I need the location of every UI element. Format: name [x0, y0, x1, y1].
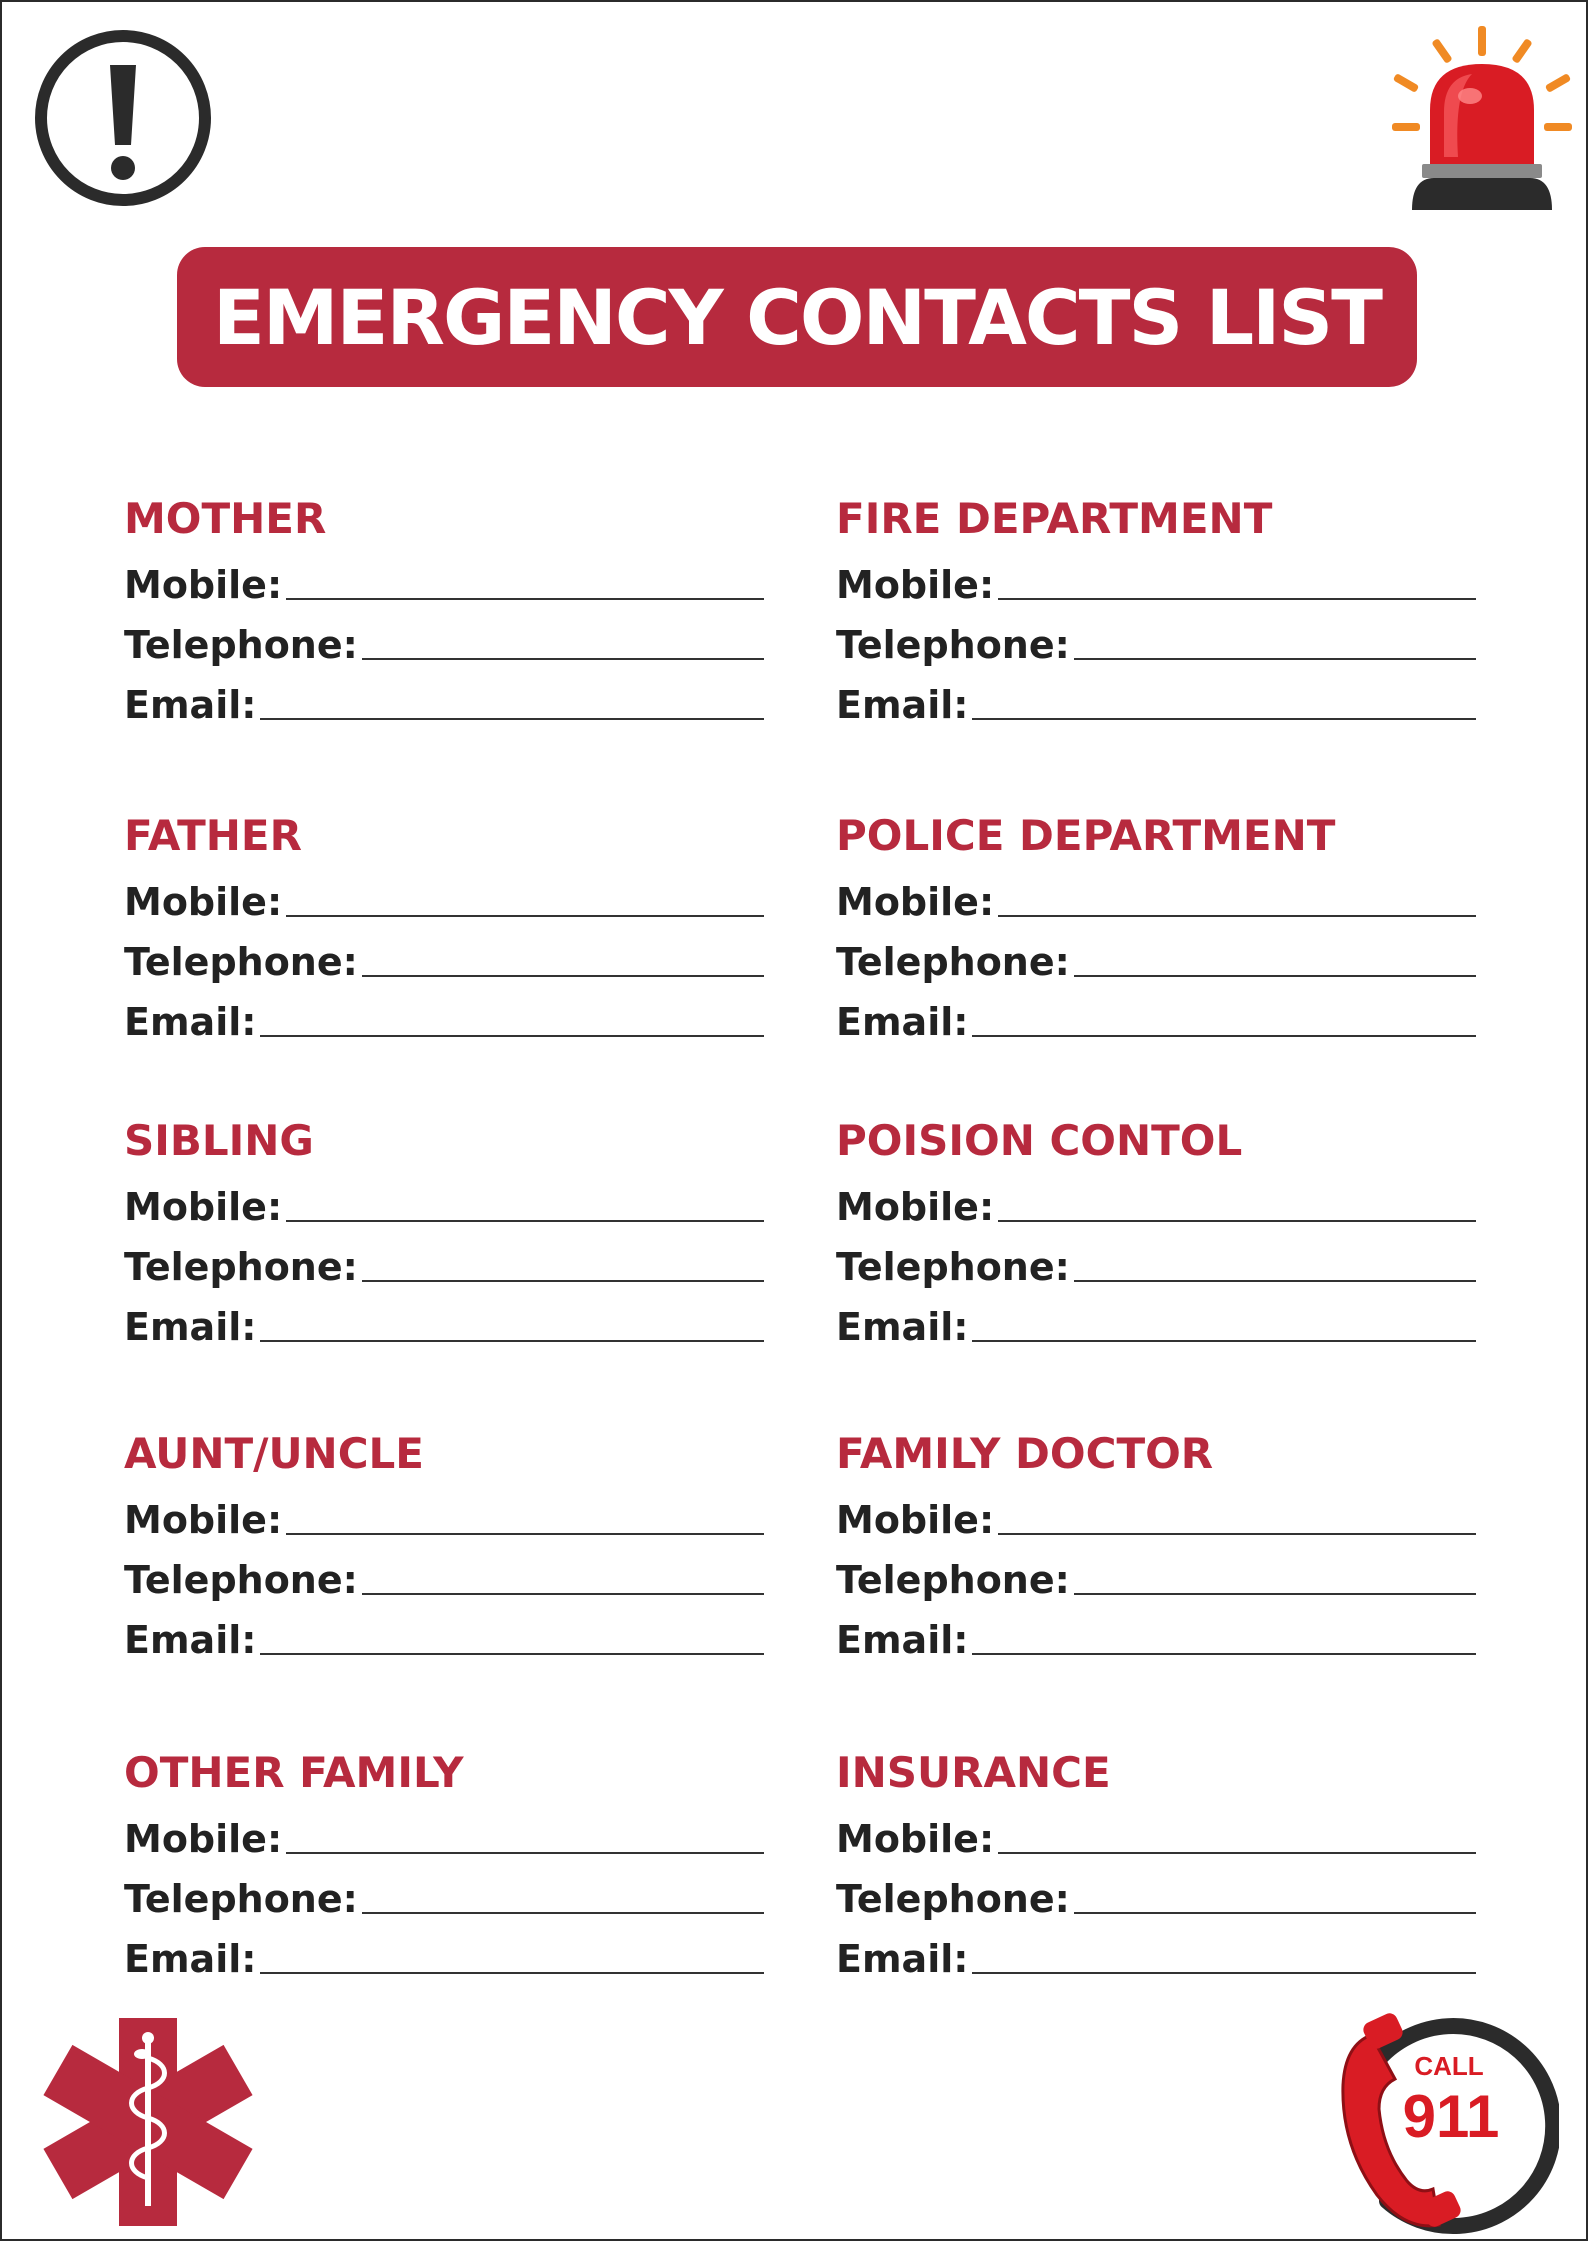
- mobile-field[interactable]: [124, 548, 764, 608]
- mobile-blank-line[interactable]: [286, 1533, 764, 1535]
- telephone-blank-line[interactable]: [1074, 1280, 1476, 1282]
- email-field[interactable]: [124, 985, 764, 1045]
- telephone-label: Telephone:: [836, 1245, 1070, 1289]
- email-label: Email:: [836, 1305, 969, 1349]
- telephone-label: Telephone:: [836, 623, 1070, 667]
- contact-section-insurance: [836, 1744, 1476, 1982]
- email-blank-line[interactable]: [260, 1340, 764, 1342]
- telephone-label: Telephone:: [836, 1877, 1070, 1921]
- mobile-label: Mobile:: [836, 563, 995, 607]
- mobile-blank-line[interactable]: [286, 1220, 764, 1222]
- mobile-blank-line[interactable]: [286, 598, 764, 600]
- telephone-label: Telephone:: [836, 940, 1070, 984]
- email-blank-line[interactable]: [260, 1035, 764, 1037]
- email-label: Email:: [124, 1618, 257, 1662]
- mobile-label: Mobile:: [836, 1185, 995, 1229]
- telephone-field[interactable]: [836, 925, 1476, 985]
- mobile-field[interactable]: [124, 1483, 764, 1543]
- email-blank-line[interactable]: [972, 1972, 1476, 1974]
- section-heading: FIRE DEPARTMENT: [836, 494, 1273, 543]
- telephone-blank-line[interactable]: [1074, 658, 1476, 660]
- telephone-field[interactable]: [836, 1543, 1476, 1603]
- email-field[interactable]: [836, 1922, 1476, 1982]
- phone-call-icon: [1327, 2005, 1559, 2237]
- telephone-label: Telephone:: [124, 1558, 358, 1602]
- email-label: Email:: [124, 1000, 257, 1044]
- email-blank-line[interactable]: [972, 1340, 1476, 1342]
- mobile-label: Mobile:: [124, 880, 283, 924]
- contact-section-other-family: [124, 1744, 764, 1982]
- mobile-label: Mobile:: [124, 1817, 283, 1861]
- siren-light-icon: [1382, 22, 1582, 212]
- contact-section-mother: [124, 490, 764, 728]
- email-field[interactable]: [836, 668, 1476, 728]
- email-field[interactable]: [836, 1290, 1476, 1350]
- email-blank-line[interactable]: [260, 718, 764, 720]
- email-field[interactable]: [836, 985, 1476, 1045]
- mobile-field[interactable]: [836, 1170, 1476, 1230]
- email-label: Email:: [124, 683, 257, 727]
- telephone-blank-line[interactable]: [1074, 975, 1476, 977]
- email-field[interactable]: [836, 1603, 1476, 1663]
- call-number-text: 911: [1402, 2083, 1500, 2150]
- email-field[interactable]: [124, 1922, 764, 1982]
- telephone-field[interactable]: [124, 1230, 764, 1290]
- mobile-field[interactable]: [836, 1802, 1476, 1862]
- mobile-blank-line[interactable]: [998, 1220, 1476, 1222]
- telephone-label: Telephone:: [124, 623, 358, 667]
- email-label: Email:: [124, 1937, 257, 1981]
- mobile-blank-line[interactable]: [286, 915, 764, 917]
- telephone-label: Telephone:: [124, 1877, 358, 1921]
- contact-section-police-department: [836, 807, 1476, 1045]
- telephone-label: Telephone:: [836, 1558, 1070, 1602]
- telephone-field[interactable]: [836, 608, 1476, 668]
- section-heading: AUNT/UNCLE: [124, 1429, 424, 1478]
- email-blank-line[interactable]: [260, 1653, 764, 1655]
- telephone-blank-line[interactable]: [362, 1912, 764, 1914]
- telephone-label: Telephone:: [124, 1245, 358, 1289]
- mobile-label: Mobile:: [124, 1185, 283, 1229]
- mobile-label: Mobile:: [836, 880, 995, 924]
- exclamation-circle-icon: [32, 27, 214, 209]
- contact-section-aunt-uncle: [124, 1425, 764, 1663]
- mobile-blank-line[interactable]: [998, 915, 1476, 917]
- mobile-field[interactable]: [836, 1483, 1476, 1543]
- email-blank-line[interactable]: [260, 1972, 764, 1974]
- title-banner: [177, 247, 1417, 387]
- section-heading: POLICE DEPARTMENT: [836, 811, 1336, 860]
- section-heading: FATHER: [124, 811, 302, 860]
- telephone-field[interactable]: [124, 1543, 764, 1603]
- contact-section-father: [124, 807, 764, 1045]
- telephone-blank-line[interactable]: [1074, 1593, 1476, 1595]
- telephone-blank-line[interactable]: [1074, 1912, 1476, 1914]
- mobile-field[interactable]: [124, 1170, 764, 1230]
- telephone-field[interactable]: [124, 925, 764, 985]
- star-of-life-icon: [40, 2014, 256, 2230]
- mobile-field[interactable]: [836, 548, 1476, 608]
- mobile-field[interactable]: [124, 865, 764, 925]
- call-text: CALL: [1414, 2051, 1484, 2081]
- contact-section-sibling: [124, 1112, 764, 1350]
- telephone-field[interactable]: [124, 1862, 764, 1922]
- mobile-field[interactable]: [124, 1802, 764, 1862]
- email-label: Email:: [836, 1618, 969, 1662]
- email-field[interactable]: [124, 668, 764, 728]
- section-heading: SIBLING: [124, 1116, 314, 1165]
- mobile-label: Mobile:: [836, 1498, 995, 1542]
- telephone-label: Telephone:: [124, 940, 358, 984]
- email-label: Email:: [124, 1305, 257, 1349]
- mobile-blank-line[interactable]: [998, 1852, 1476, 1854]
- section-heading: OTHER FAMILY: [124, 1748, 464, 1797]
- page-title: EMERGENCY CONTACTS LIST: [213, 272, 1381, 362]
- mobile-label: Mobile:: [124, 563, 283, 607]
- mobile-blank-line[interactable]: [998, 598, 1476, 600]
- email-field[interactable]: [124, 1290, 764, 1350]
- contact-section-poison-control: [836, 1112, 1476, 1350]
- telephone-blank-line[interactable]: [362, 1280, 764, 1282]
- section-heading: POISION CONTOL: [836, 1116, 1243, 1165]
- telephone-field[interactable]: [124, 608, 764, 668]
- mobile-blank-line[interactable]: [286, 1852, 764, 1854]
- section-heading: FAMILY DOCTOR: [836, 1429, 1214, 1478]
- mobile-label: Mobile:: [836, 1817, 995, 1861]
- email-blank-line[interactable]: [972, 1035, 1476, 1037]
- email-label: Email:: [836, 1937, 969, 1981]
- section-heading: INSURANCE: [836, 1748, 1111, 1797]
- email-label: Email:: [836, 1000, 969, 1044]
- section-heading: MOTHER: [124, 494, 327, 543]
- email-blank-line[interactable]: [972, 1653, 1476, 1655]
- telephone-blank-line[interactable]: [362, 658, 764, 660]
- email-blank-line[interactable]: [972, 718, 1476, 720]
- mobile-field[interactable]: [836, 865, 1476, 925]
- email-field[interactable]: [124, 1603, 764, 1663]
- mobile-label: Mobile:: [124, 1498, 283, 1542]
- mobile-blank-line[interactable]: [998, 1533, 1476, 1535]
- contact-section-family-doctor: [836, 1425, 1476, 1663]
- telephone-blank-line[interactable]: [362, 975, 764, 977]
- email-label: Email:: [836, 683, 969, 727]
- telephone-field[interactable]: [836, 1862, 1476, 1922]
- telephone-field[interactable]: [836, 1230, 1476, 1290]
- telephone-blank-line[interactable]: [362, 1593, 764, 1595]
- contact-section-fire-department: [836, 490, 1476, 728]
